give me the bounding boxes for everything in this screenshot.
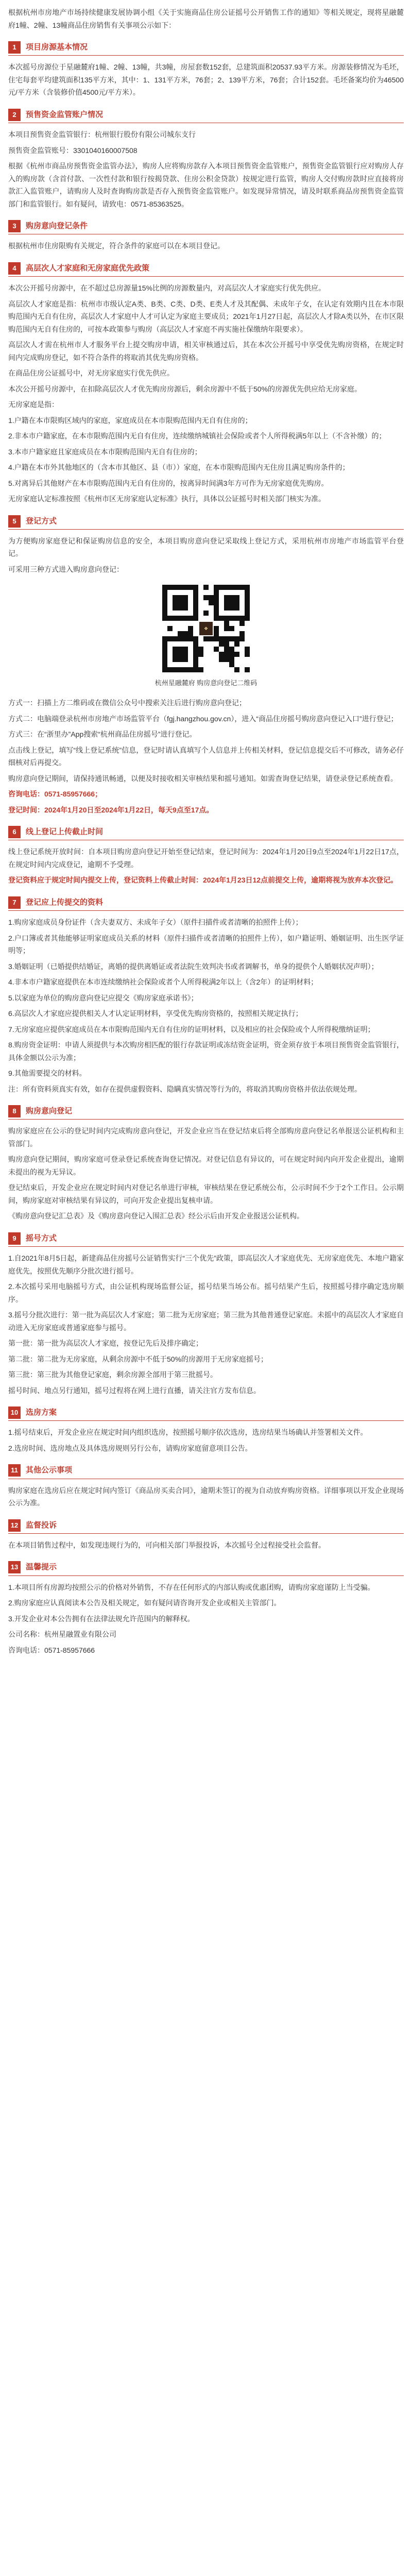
section-paragraph: 5.以家庭为单位的购房意向登记应提交《购房家庭承诺书》； [8, 993, 198, 1002]
section-paragraph: 购房家庭在选房后应在规定时间内签订《商品房买卖合同》，逾期未签订的视为自动放弃购房资格。详细事项以开发企业现场公示为准。 [8, 1486, 404, 1507]
section-header [8, 825, 404, 840]
section-paragraph: 可采用三种方式进入购房意向登记： [8, 565, 124, 573]
section-paragraph: 点击线上登记，填写“线上登记系统”信息，登记时请认真填写个人信息并上传相关材料，登记信息提交后不可修改，请务必仔细核对后再提交。 [8, 745, 404, 767]
section-paragraph: 3.开发企业对本公告拥有在法律法规允许范围内的解释权。 [8, 1614, 195, 1623]
section-paragraph: 1.购房家庭成员身份证件（含夫妻双方、未成年子女）（原件扫描件或者清晰的拍照件上传）； [8, 918, 303, 926]
section-paragraph: 在本项目销售过程中，如发现违规行为的，可向相关部门举报投诉，本次摇号全过程接受社会监督。 [8, 1540, 325, 1549]
section-title: 购房意向登记 [26, 1107, 73, 1115]
section-13 [8, 1561, 404, 1625]
section-number-badge: 6 [8, 826, 21, 838]
section-paragraph: 无房家庭是指： [8, 400, 59, 409]
section-paragraph: 本次公开摇号房源中，在不超过总房源量15%比例的房源数量内，对高层次人才家庭实行优先供应。 [8, 284, 326, 292]
section-paragraph: 预售资金监管账号：3301040160007508 [8, 146, 138, 155]
section-title: 温馨提示 [26, 1563, 57, 1572]
section-paragraph: 本次公开摇号房源中，在扣除高层次人才优先购房房源后，剩余房源中不低于50%的房源优先供应给无房家庭。 [8, 384, 362, 393]
section-paragraph: 3.本市户籍家庭且家庭成员在本市限购范围内无自有住房的； [8, 447, 202, 456]
qr-code-image[interactable] [162, 585, 250, 672]
section-title: 其他公示事项 [26, 1466, 73, 1475]
section-number-badge: 7 [8, 896, 21, 909]
section-paragraph: 方式三：在“浙里办”App搜索“杭州商品住房摇号”进行登记。 [8, 730, 197, 738]
section-paragraph: 无房家庭认定标准按照《杭州市区无房家庭认定标准》执行，具体以公证摇号时相关部门核实为准。 [8, 495, 325, 503]
section-paragraph: 7.无房家庭应提供家庭成员在本市限购范围内无自有住房的证明材料，以及相应的社会保险或个人所得税缴纳证明； [8, 1025, 375, 1033]
section-title: 项目房源基本情况 [26, 43, 88, 52]
section-12 [8, 1519, 404, 1552]
section-paragraph: 《购房意向登记汇总表》及《购房意向登记入围汇总表》经公示后由开发企业报送公证机构。 [8, 1212, 304, 1221]
intro-paragraph: 根据杭州市房地产市场持续健康发展协调小组《关于实施商品住房公证摇号公开销售工作的通知》等相关规定，现将星融麓府1幢、2幢、13幢商品住房销售有关事项公示如下： [8, 8, 404, 29]
section-number-badge: 12 [8, 1519, 21, 1532]
section-header [8, 1406, 404, 1421]
section-paragraph: 3.婚姻证明（已婚提供结婚证，离婚的提供离婚证或者法院生效判决书或者调解书，单身的提供个人婚姻状况声明）； [8, 962, 379, 971]
section-header [8, 1232, 404, 1247]
section-paragraph: 方式一：扫描上方二维码或在微信公众号中搜索关注后进行购房意向登记； [8, 699, 246, 707]
section-title: 登记方式 [26, 516, 57, 526]
section-paragraph: 登记结束后，开发企业应在规定时间内对登记名单进行审核，审核结果在登记系统公布，公示时间不少于2个工作日。公示期间，购房家庭对审核结果有异议的，可向开发企业提出复核申请。 [8, 1183, 404, 1205]
section-paragraph: 登记资料应于规定时间内提交上传，登记资料上传截止时间：2024年1月23日12点前提交上传，逾期将视为放弃本次登记。 [8, 876, 398, 885]
footer-company [8, 1628, 404, 1641]
section-paragraph: 2.非本市户籍家庭，在本市限购范围内无自有住房，连续缴纳城镇社会保险或者个人所得税满5年以上（不含补缴）的； [8, 432, 386, 440]
footer-company-name: 杭州星融置业有限公司 [44, 1630, 116, 1638]
qr-caption: 杭州星融麓府 购房意向登记二维码 [154, 679, 258, 687]
section-paragraph: 4.户籍在本市外其他地区的（含本市其他区、县（市））家庭，在本市限购范围内无住房且满足购房条件的； [8, 463, 350, 471]
section-paragraph: 购房意向登记期间，购房家庭可登录登记系统查询登记情况。对登记信息有异议的，可在规定时间内向开发企业提出，逾期未提出的视为无异议。 [8, 1155, 404, 1176]
section-header [8, 108, 404, 123]
section-paragraph: 购房意向登记期间，请保持通讯畅通，以便及时接收相关审核结果和摇号通知。如需查询登记结果，请登录登记系统查看。 [8, 774, 398, 783]
section-paragraph: 1.摇号结束后，开发企业应在规定时间内组织选房，按照摇号顺序依次选房，选房结果当场确认并签署相关文件。 [8, 1428, 368, 1437]
section-paragraph: 1.自2021年8月5日起，新建商品住房摇号公证销售实行“三个优先”政策，即高层次人才家庭优先、无房家庭优先、本地户籍家庭优先，按照优先顺序分批次进行摇号。 [8, 1254, 404, 1275]
section-paragraph: 在商品住房公证摇号中，对无房家庭实行优先供应。 [8, 369, 174, 377]
section-paragraph: 根据杭州市住房限购有关规定，符合条件的家庭可以在本项目登记。 [8, 242, 225, 250]
section-paragraph: 高层次人才家庭是指：杭州市市级认定A类、B类、C类、D类、E类人才及其配偶、未成年子女，在认定有效期内且在本市限购范围内无自有住房，高层次人才家庭中人才可认定为家庭主要成员；2021年1月27日起，高层次人才除A类以外，在市区限购范围内无自有住房的，可按本政策参与购房（高层次人才家庭不再实施社保缴纳年限要求）。 [8, 299, 404, 333]
section-8 [8, 1105, 404, 1223]
section-paragraph: 4.非本市户籍家庭提供在本市连续缴纳社会保险或者个人所得税满2年以上（含2年）的证明材料； [8, 978, 318, 986]
section-paragraph: 摇号时间、地点另行通知，摇号过程将在网上进行直播，请关注官方发布信息。 [8, 1386, 261, 1395]
section-paragraph: 注：所有资料须真实有效，如存在提供虚假资料、隐瞒真实情况等行为的，将取消其购房资格并依法依规处理。 [8, 1084, 362, 1093]
section-4 [8, 262, 404, 505]
section-number-badge: 11 [8, 1464, 21, 1477]
section-title: 摇号方式 [26, 1233, 57, 1243]
section-title: 购房意向登记条件 [26, 222, 88, 230]
section-title: 预售资金监管账户情况 [26, 110, 104, 119]
section-paragraph: 本项目预售资金监管银行：杭州银行股份有限公司城东支行 [8, 130, 196, 139]
section-header [8, 1519, 404, 1534]
section-paragraph: 2.选房时间、选房地点及具体选房规则另行公布，请购房家庭留意项目公告。 [8, 1444, 252, 1452]
section-paragraph: 8.购房资金证明：申请人须提供与本次购房相匹配的银行存款证明或冻结资金证明，资金须存放于本项目预售资金监管银行，具体金额以公示为准； [8, 1041, 404, 1062]
section-paragraph: 购房家庭应在公示的登记时间内完成购房意向登记，开发企业应当在登记结束后将全部购房意向登记名单报送公证机构和主管部门。 [8, 1127, 404, 1148]
qr-block [8, 585, 404, 689]
section-paragraph: 2.本次摇号采用电脑摇号方式，由公证机构现场监督公证，摇号结果当场公布。摇号结果产生后，按照摇号排序确定选房顺序。 [8, 1282, 404, 1303]
section-paragraph: 1.户籍在本市限购区域内的家庭，家庭成员在本市限购范围内无自有住房的； [8, 416, 252, 425]
section-number-badge: 5 [8, 515, 21, 528]
section-paragraph: 登记时间：2024年1月20日至2024年1月22日，每天9点至17点。 [8, 805, 214, 814]
section-paragraph: 第二批：第二批为无房家庭，从剩余房源中不低于50%的房源用于无房家庭摇号； [8, 1354, 268, 1363]
section-10 [8, 1406, 404, 1454]
section-header [8, 896, 404, 911]
qr-logo-icon: ❖ [198, 621, 214, 636]
section-number-badge: 9 [8, 1232, 21, 1245]
section-paragraph: 3.摇号分批次进行：第一批为高层次人才家庭；第二批为无房家庭；第三批为其他普通登记家庭。未摇中的高层次人才家庭自动进入无房家庭或普通家庭参与摇号。 [8, 1311, 404, 1332]
section-paragraph: 5.对离异后其他财产在本市限购范围内无自有住房的，按离异时间满3年方可作为无房家庭优先购房。 [8, 479, 329, 487]
section-paragraph: 根据《杭州市商品房预售资金监管办法》，购房人应将购房款存入本项目预售资金监管账户，预售资金监管银行应对购房人存入的购房款（含首付款、一次性付款和银行按揭贷款、住房公积金贷款）按规定进行监管，购房人交付购房款时应直接将房款汇入监管账户，请购房人及时查询购房款是否存入预售资金监管账户。如发现异常情况，请及时联系商品房预售资金监管部门和监管银行。如有疑问，请致电：0571-85363525。 [8, 162, 404, 208]
section-number-badge: 2 [8, 109, 21, 121]
section-header [8, 219, 404, 234]
section-7 [8, 896, 404, 1095]
footer-phone-label: 咨询电话： [8, 1646, 44, 1654]
section-title: 监督投诉 [26, 1520, 57, 1530]
section-paragraph: 2.户口簿或者其他能够证明家庭成员关系的材料（原件扫描件或者清晰的拍照件上传），如户籍证明、婚姻证明、出生医学证明等； [8, 934, 404, 955]
footer-phone-number: 0571-85957666 [44, 1646, 95, 1654]
section-header [8, 41, 404, 56]
section-3 [8, 219, 404, 252]
section-paragraph: 本次摇号房源位于星融麓府1幢、2幢、13幢，共3幢，房屋套数152套，总建筑面积20537.93平方米。房源装修情况为毛坯，住宅每套平均建筑面积135平方米，其中：1、131平方米，76套；2、139平方米，76套；合计152套。毛坯备案均价为46500元/平方米（含装修价值4500元/平方米）。 [8, 63, 404, 97]
footer-phone [8, 1644, 404, 1657]
section-paragraph: 线上登记系统开放时间：自本项目购房意向登记开始至登记结束，登记时间为：2024年1月20日9点至2024年1月22日17点，在规定时间内完成登记，逾期不予受理。 [8, 848, 404, 869]
section-11 [8, 1464, 404, 1509]
section-header [8, 1464, 404, 1479]
section-paragraph: 2.购房家庭应认真阅读本公告及相关规定，如有疑问请咨询开发企业或相关主管部门。 [8, 1599, 281, 1607]
section-header [8, 262, 404, 277]
section-9 [8, 1232, 404, 1397]
section-number-badge: 3 [8, 220, 21, 232]
section-number-badge: 10 [8, 1406, 21, 1419]
section-title: 线上登记上传截止时间 [26, 827, 104, 836]
section-paragraph: 第三批：第三批为其他登记家庭，剩余房源全部用于第三批摇号。 [8, 1370, 217, 1379]
section-5 [8, 515, 404, 817]
section-header [8, 1561, 404, 1575]
footer-company-label: 公司名称： [8, 1630, 44, 1638]
section-header [8, 1105, 404, 1120]
section-number-badge: 4 [8, 262, 21, 275]
section-1 [8, 41, 404, 99]
section-paragraph: 方式二：电脑端登录杭州市房地产市场监管平台（fgj.hangzhou.gov.cn），进入“商品住房摇号购房意向登记入口”进行登记； [8, 714, 398, 723]
section-number-badge: 1 [8, 41, 21, 54]
sections-container [8, 41, 404, 1625]
section-paragraph: 9.其他需要提交的材料。 [8, 1069, 87, 1077]
section-paragraph: 咨询电话：0571-85957666； [8, 790, 102, 798]
section-2 [8, 108, 404, 210]
section-number-badge: 13 [8, 1561, 21, 1573]
section-header [8, 515, 404, 530]
section-paragraph: 为方便购房家庭登记和保证购房信息的安全，本项目购房意向登记采取线上登记方式，采用杭州市房地产市场监管平台登记。 [8, 536, 404, 558]
section-number-badge: 8 [8, 1105, 21, 1117]
section-title: 登记应上传提交的资料 [26, 897, 104, 907]
section-paragraph: 高层次人才需在杭州市人才服务平台上提交购房申请，相关审核通过后，其在本次公开摇号中享受优先购房资格，在规定时间内完成购房登记，如不符合条件的将取消其优先购房资格。 [8, 341, 404, 362]
section-title: 选房方案 [26, 1408, 57, 1417]
section-6 [8, 825, 404, 887]
section-title: 高层次人才家庭和无房家庭优先政策 [26, 263, 150, 273]
section-paragraph: 6.高层次人才家庭应提供相关人才认定证明材料，享受优先购房资格的，按照相关规定执行； [8, 1009, 303, 1018]
section-paragraph: 第一批：第一批为高层次人才家庭，按登记先后及排序确定； [8, 1339, 203, 1347]
section-paragraph: 1.本项目所有房源均按照公示的价格对外销售，不存在任何形式的内部认购或优惠团购，请购房家庭谨防上当受骗。 [8, 1583, 375, 1591]
